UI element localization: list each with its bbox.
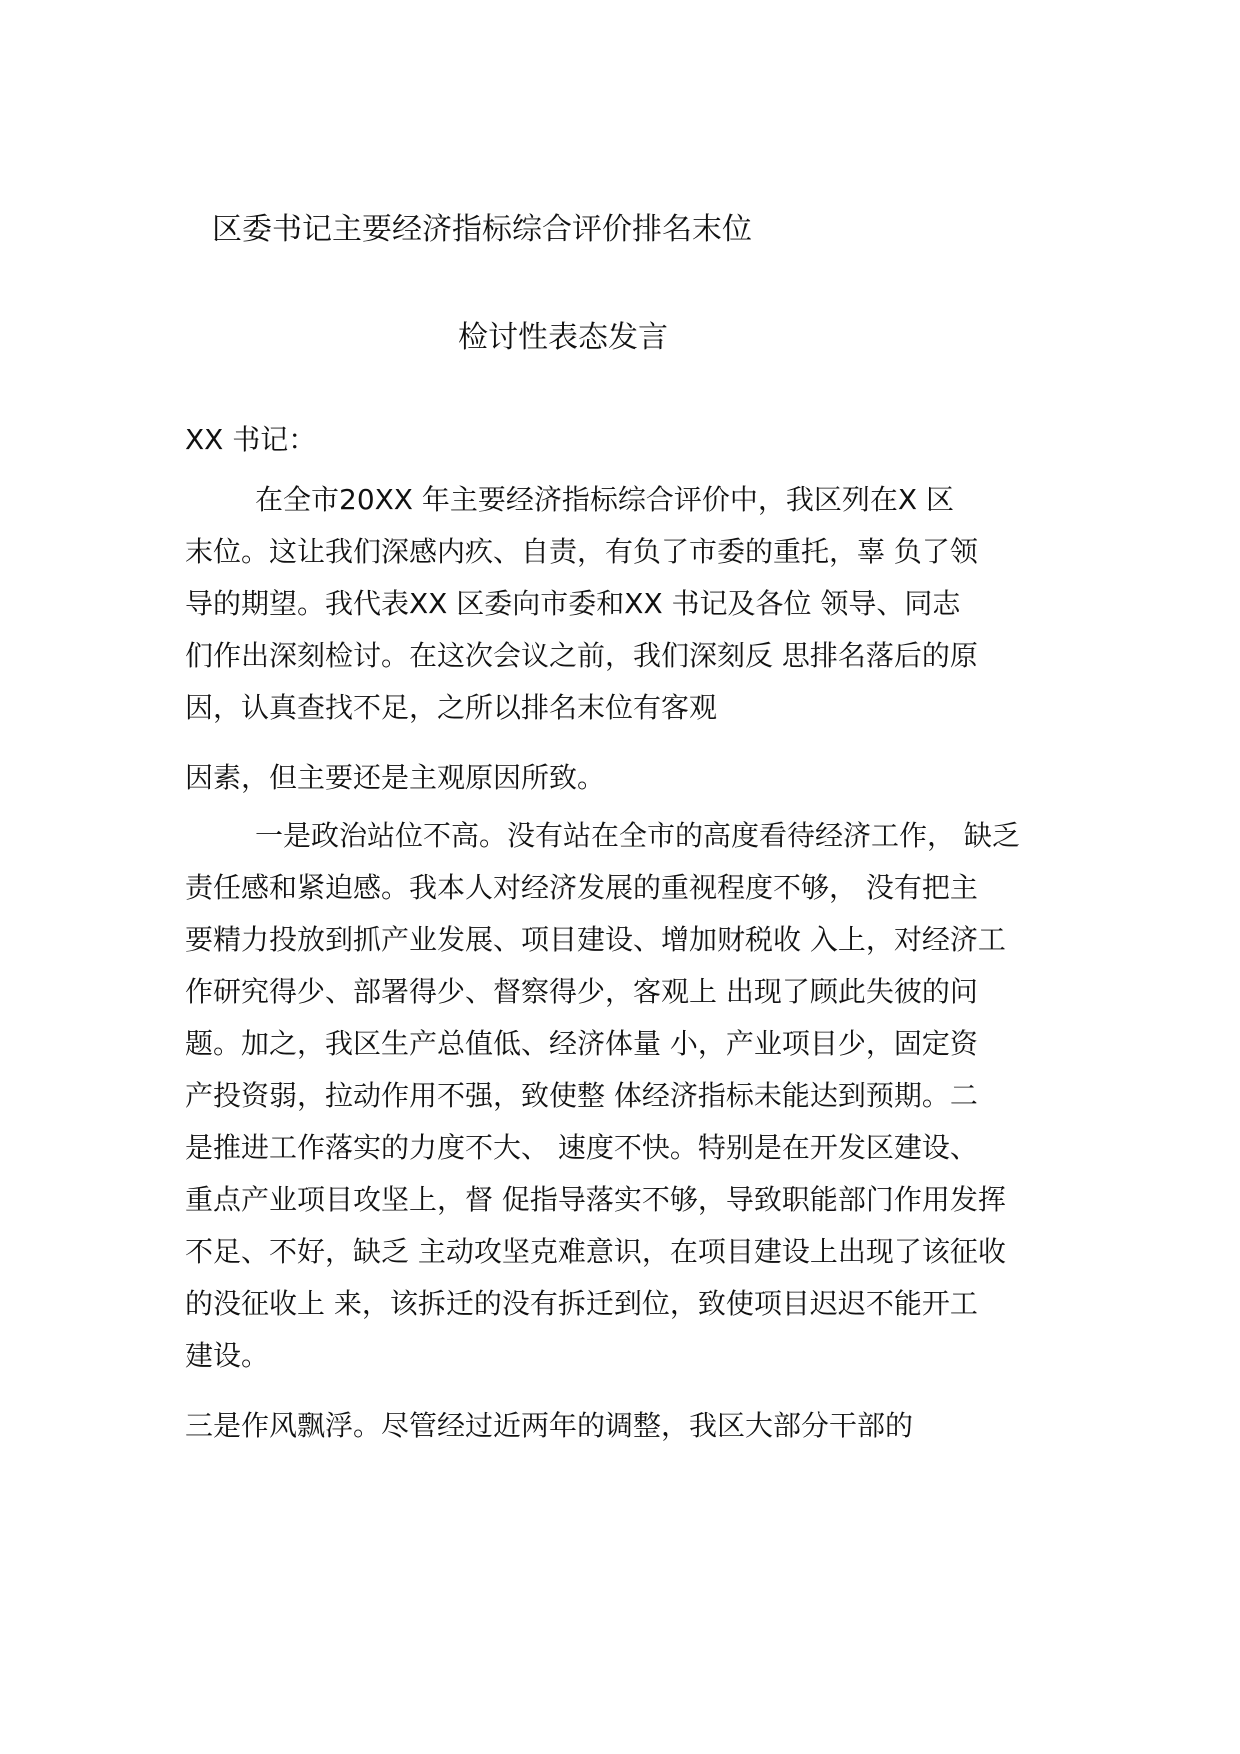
paragraph-line: 末位。这让我们深感内疚、自责，有负了市委的重托，辜 负了领 [185,535,978,568]
paragraph-line: 产投资弱，拉动作用不强，致使整 体经济指标未能达到预期。二 [185,1079,978,1112]
paragraph-line: 要精力投放到抓产业发展、项目建设、增加财税收 入上，对经济工 [185,923,1006,956]
paragraph-4 [185,1400,1085,1452]
paragraph-line: 导的期望。我代表XX 区委向市委和XX 书记及各位 领导、同志 [185,587,961,620]
paragraph-line: 因，认真查找不足，之所以排名末位有客观 [185,691,718,724]
paragraph-line: 不足、不好，缺乏 主动攻坚克难意识，在项目建设上出现了该征收 [185,1235,1006,1268]
document-title-line-1: 区委书记主要经济指标综合评价排名末位 [212,212,752,247]
salutation: XX 书记： [185,423,317,456]
paragraph-line: 的没征收上 来，该拆迁的没有拆迁到位，致使项目迟迟不能开工 [185,1287,978,1320]
paragraph-line: 一是政治站位不高。没有站在全市的高度看待经济工作， 缺乏 [255,819,1020,852]
document-title-line-2: 检讨性表态发言 [458,320,668,355]
paragraph-line: 是推进工作落实的力度不大、 速度不快。特别是在开发区建设、 [185,1131,978,1164]
paragraph-2 [185,752,1085,804]
paragraph-line: 三是作风飘浮。尽管经过近两年的调整，我区大部分干部的 [185,1409,914,1442]
paragraph-line: 重点产业项目攻坚上，督 促指导落实不够，导致职能部门作用发挥 [185,1183,1006,1216]
paragraph-line: 在全市20XX 年主要经济指标综合评价中，我区列在X 区 [255,483,954,516]
paragraph-line: 作研究得少、部署得少、督察得少，客观上 出现了顾此失彼的问 [185,975,978,1008]
paragraph-1 [185,474,1085,734]
paragraph-line: 建设。 [185,1339,270,1372]
paragraph-3 [185,810,1085,1382]
paragraph-line: 因素，但主要还是主观原因所致。 [185,761,606,794]
paragraph-line: 题。加之，我区生产总值低、经济体量 小，产业项目少，固定资 [185,1027,978,1060]
paragraph-line: 责任感和紧迫感。我本人对经济发展的重视程度不够， 没有把主 [185,871,978,904]
paragraph-line: 们作出深刻检讨。在这次会议之前，我们深刻反 思排名落后的原 [185,639,978,672]
